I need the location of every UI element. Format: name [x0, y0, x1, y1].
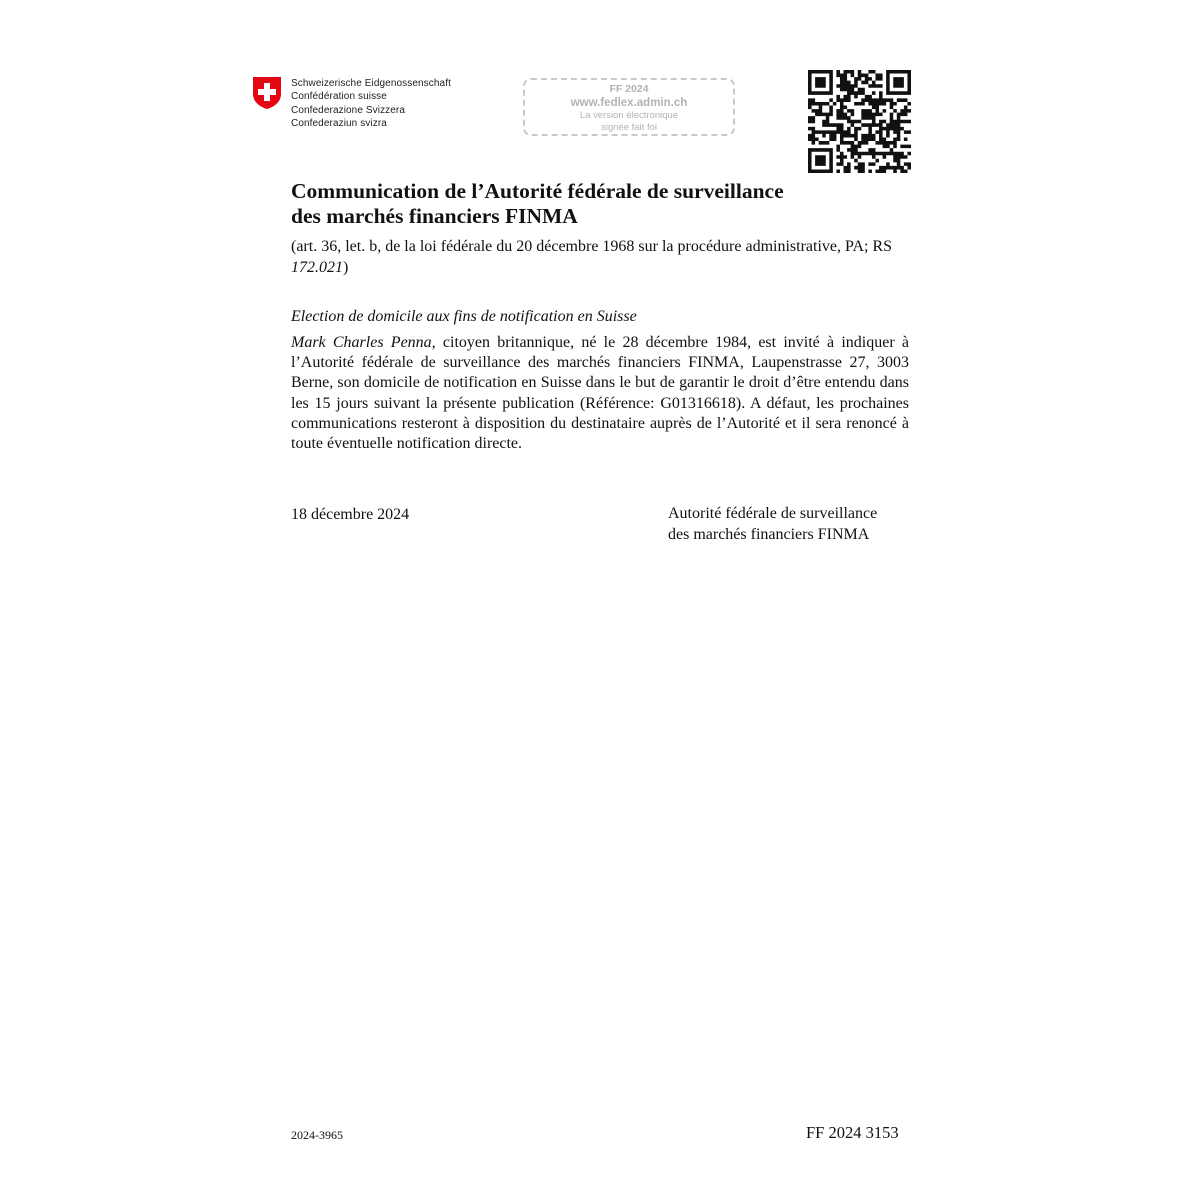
confed-name-de: Schweizerische Eidgenossenschaft [291, 78, 451, 89]
body-text: citoyen britannique, né le 28 décembre 1984, est invité à indiquer à l’Autorité fédérale de surveillance des marchés financiers FINMA, Laupenstrasse 27, 3003 Berne, son domicile de notification en Suisse dans le but de garantir le droit d’être entendu dans les 15 jours suivant la présente publication (Référence: G01316618). A défaut, les prochaines communications resteront à disposition du destinataire auprès de l’Autorité et il sera renoncé à toute éventuelle notification directe. [291, 334, 909, 453]
stamp-note-2: signée fait foi [601, 122, 657, 133]
confed-name-fr: Confédération suisse [291, 91, 387, 103]
signature-stamp [523, 78, 735, 136]
confederation-names [291, 77, 451, 130]
title-line-1: Communication de l’Autorité fédérale de surveillance [291, 179, 784, 203]
qr-code-icon[interactable] [808, 70, 911, 173]
title-line-2: des marchés financiers FINMA [291, 204, 578, 228]
swiss-cross-icon [252, 76, 282, 110]
stamp-url: www.fedlex.admin.ch [570, 97, 688, 109]
authority-line-1: Autorité fédérale de surveillance [668, 505, 878, 522]
document-title [291, 179, 931, 229]
legal-basis-rs: 172.021 [291, 259, 343, 276]
section-heading: Election de domicile aux fins de notification en Suisse [291, 308, 637, 325]
footer-ff-number: FF 2024 3153 [806, 1123, 899, 1142]
authority-line-2: des marchés financiers FINMA [668, 525, 870, 543]
confed-name-rm: Confederaziun svizra [291, 117, 387, 129]
confed-name-it: Confederazione Svizzera [291, 104, 406, 116]
body-paragraph [291, 333, 909, 454]
stamp-note-1: La version électronique [579, 110, 679, 121]
legal-basis-text: (art. 36, let. b, de la loi fédérale du 20 décembre 1968 sur la procédure administrative, PA; RS [291, 238, 893, 255]
legal-basis-close: ) [343, 259, 349, 276]
qr-modules [808, 70, 911, 173]
person-name: Mark Charles Penna, [291, 334, 436, 351]
signing-authority [668, 504, 877, 545]
stamp-ff: FF 2024 [609, 83, 649, 95]
footer-reference: 2024-3965 [291, 1128, 343, 1142]
document-date: 18 décembre 2024 [291, 506, 410, 523]
legal-basis [291, 236, 911, 278]
